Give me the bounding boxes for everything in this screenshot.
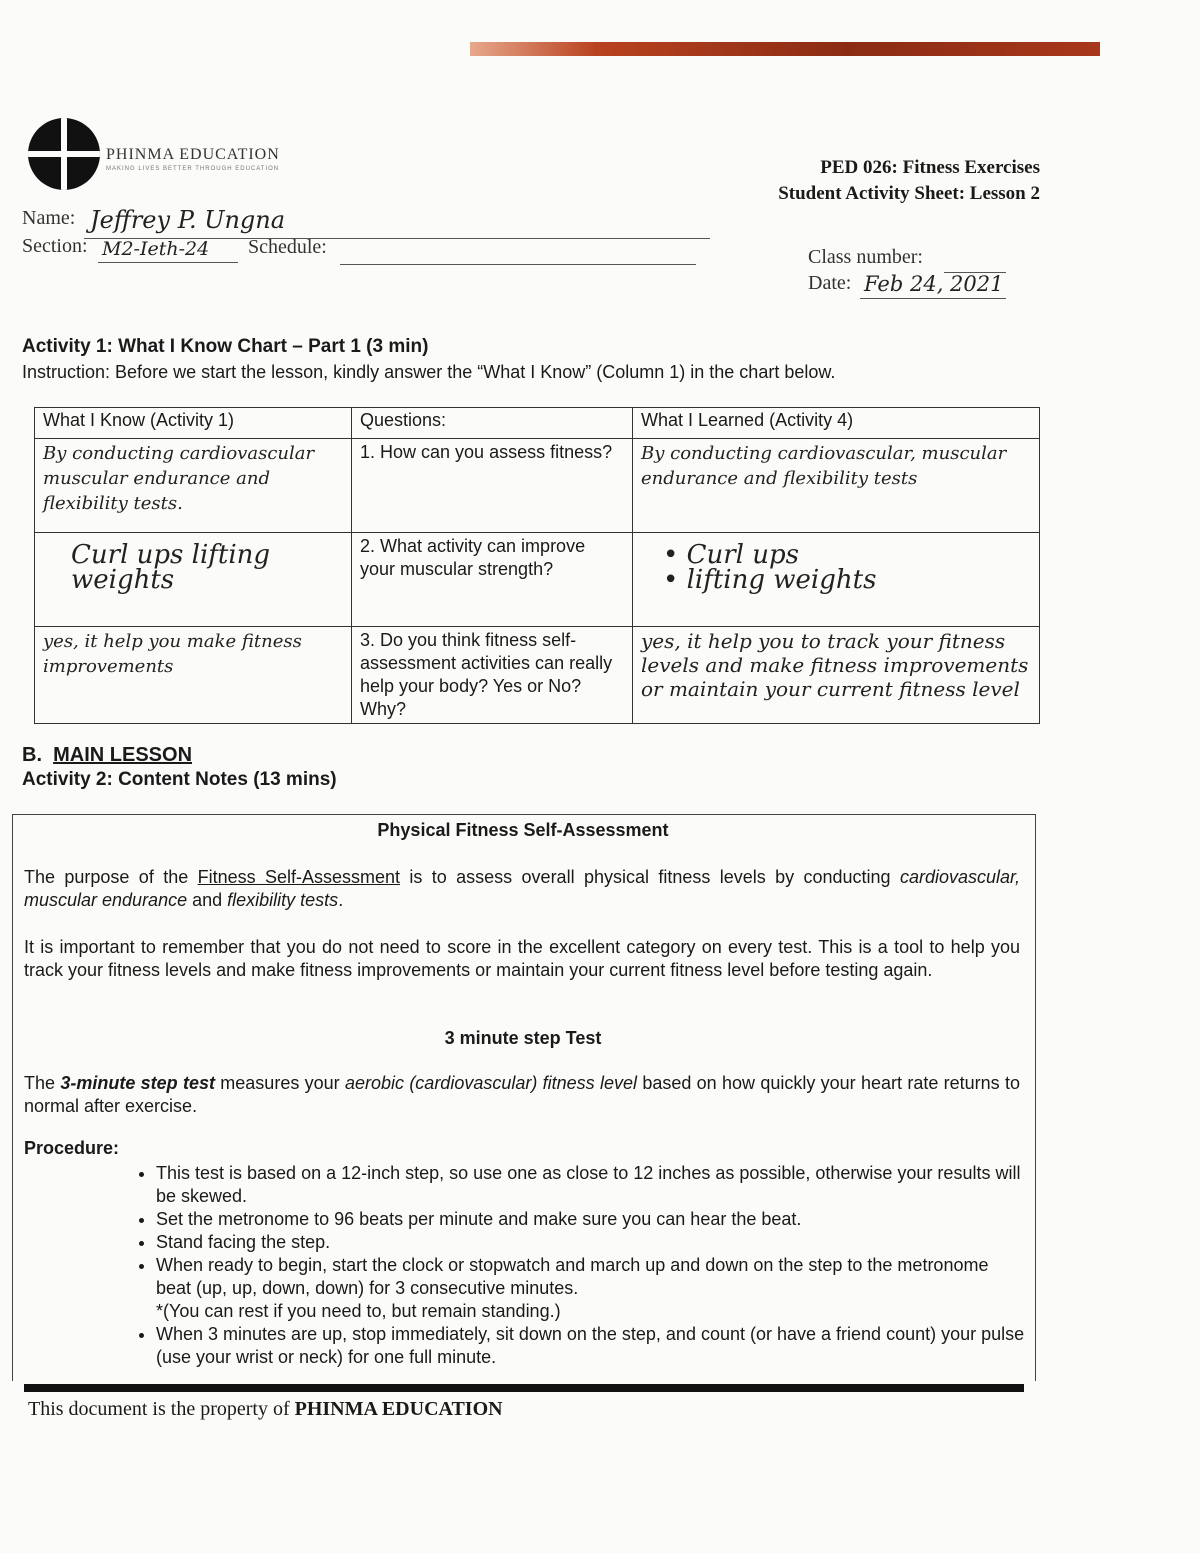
chart-header-row [35, 408, 1040, 439]
date-underline [860, 298, 1006, 299]
p3-bold-italic: 3-minute step test [60, 1073, 215, 1093]
list-item: • Set the metronome to 96 beats per minute and make sure you can hear the beat. [156, 1208, 1026, 1231]
section-value: M2-Ieth-24 [102, 238, 210, 260]
footer-bar [24, 1384, 1024, 1392]
list-item-note: *(You can rest if you need to, but remain standing.) [156, 1301, 561, 1321]
p1-text: The purpose of the [24, 867, 198, 887]
logo-tagline: MAKING LIVES BETTER THROUGH EDUCATION [106, 166, 280, 172]
purpose-paragraph [24, 866, 1020, 912]
know-answer-2: Curl ups lifting weights [35, 533, 352, 627]
logo-text: PHINMA EDUCATION [106, 146, 280, 163]
p1-text: . [338, 890, 344, 910]
important-paragraph: It is important to remember that you do not need to score in the excellent category on every test. This is a tool to help you track your fitness levels and make fitness improvements or maintain your current fitness level before testing again. [24, 937, 1020, 980]
footer-text-b: PHINMA EDUCATION [294, 1398, 503, 1420]
section-letter: B. [22, 744, 42, 766]
activity2-title: Activity 2: Content Notes (13 mins) [22, 769, 337, 790]
top-decorative-bar [470, 42, 1100, 56]
question-3: 3. Do you think fitness self-assessment activities can really help your body? Yes or No? Why? [352, 627, 633, 724]
schedule-label: Schedule: [248, 236, 327, 258]
list-item [156, 1254, 1026, 1323]
course-title: PED 026: Fitness Exercises [820, 157, 1040, 178]
section-label: Section: [22, 235, 88, 257]
sheet-title: Student Activity Sheet: Lesson 2 [778, 183, 1040, 204]
p3-italic: aerobic (cardiovascular) fitness level [344, 1073, 638, 1093]
schedule-underline [340, 264, 696, 265]
p1-italic: cardiovascular, muscular endurance [24, 867, 1021, 910]
box-title: Physical Fitness Self-Assessment [377, 820, 669, 840]
procedure-label: Procedure: [24, 1138, 120, 1158]
p3-text: The [24, 1073, 61, 1093]
header-questions: Questions: [352, 408, 633, 439]
footer-text-a: This document is the property of [28, 1398, 295, 1420]
list-item-text: When ready to begin, start the clock or stopwatch and march up and down on the step to the metronome beat (up, up, down, down) for 3 consecutive minutes. [156, 1255, 989, 1298]
know-answer-1: By conducting cardiovascular muscular endurance and flexibility tests. [35, 439, 352, 533]
know-answer-3: yes, it help you make fitness improvements [35, 627, 352, 724]
p3-text: measures your [214, 1073, 345, 1093]
phinma-logo-icon [28, 118, 100, 190]
learned-answer-1: By conducting cardiovascular, muscular endurance and flexibility tests [633, 439, 1040, 533]
activity1-title: Activity 1: What I Know Chart – Part 1 (3 min) [22, 336, 429, 357]
learned-answer-3: yes, it help you to track your fitness levels and make fitness improvements or maintain your current fitness level [633, 627, 1040, 724]
chart-row [35, 627, 1040, 724]
step-test-paragraph [24, 1072, 1020, 1118]
what-i-know-chart [34, 407, 1040, 724]
main-lesson-heading [22, 744, 192, 767]
p1-text: is to assess overall physical fitness levels by conducting [400, 867, 900, 887]
name-value: Jeffrey P. Ungna [90, 206, 286, 234]
chart-row [35, 439, 1040, 533]
chart-row [35, 533, 1040, 627]
section-underline [98, 262, 238, 263]
footer-text [28, 1398, 503, 1421]
date-label: Date: [808, 272, 852, 294]
activity1-instruction: Instruction: Before we start the lesson, kindly answer the “What I Know” (Column 1) in the chart below. [22, 362, 836, 382]
header-what-i-learned: What I Learned (Activity 4) [633, 408, 1040, 439]
list-item: • This test is based on a 12-inch step, so use one as close to 12 inches as possible, otherwise your results will be skewed. [156, 1162, 1026, 1208]
date-value: Feb 24, 2021 [864, 272, 1004, 296]
procedure-list [120, 1162, 1026, 1369]
list-item: • When 3 minutes are up, stop immediately, sit down on the step, and count (or have a friend count) your pulse (use your wrist or neck) for one full minute. [156, 1323, 1026, 1369]
step-test-title: 3 minute step Test [444, 1028, 602, 1048]
section-title: MAIN LESSON [53, 744, 193, 766]
learned-answer-2: • Curl ups • lifting weights [633, 533, 1040, 627]
header-what-i-know: What I Know (Activity 1) [35, 408, 352, 439]
question-2: 2. What activity can improve your muscular strength? [352, 533, 633, 627]
class-number-label: Class number: [808, 246, 923, 268]
fitness-self-assessment-link: Fitness Self-Assessment [197, 867, 401, 887]
p1-text: and [187, 890, 228, 910]
question-1: 1. How can you assess fitness? [352, 439, 633, 533]
course-header [778, 155, 1040, 207]
list-item: • Stand facing the step. [156, 1231, 1026, 1254]
name-label: Name: [22, 207, 76, 229]
p1-italic: flexibility tests [227, 890, 339, 910]
p3-text: based on how quickly your heart rate returns to normal after exercise. [24, 1073, 1020, 1116]
